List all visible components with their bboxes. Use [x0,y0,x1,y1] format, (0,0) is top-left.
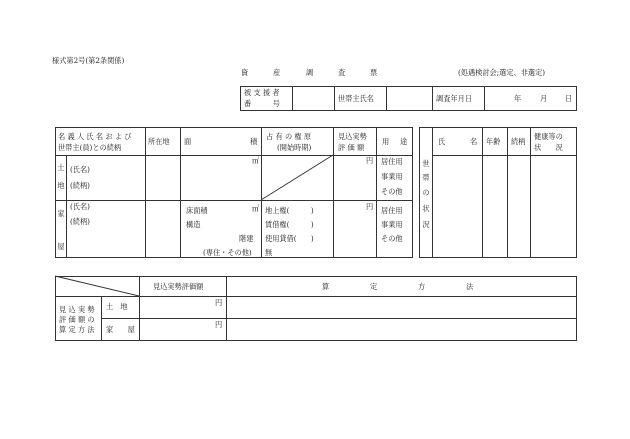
applicant-no-label-1: 被 支 援 者 [244,88,280,97]
household-side-3: の [422,188,430,197]
method-header-diagonal [55,276,139,296]
house-owner-name: (氏名) [70,202,90,211]
land-label-1: 土 [57,163,65,172]
form-number: 様式第2号(第2条関係) [52,56,125,65]
house-owner-relation: (続柄) [70,217,90,226]
land-use-business: 事業用 [381,172,403,181]
method-house-yen: 円 [215,320,223,329]
method-header-4: 法 [466,282,474,291]
household-side-5: 況 [422,220,430,229]
floors-label: 階建 [239,234,254,243]
col-area-header-1: 面 [184,137,192,146]
col-member-name-2: 名 [470,137,478,146]
month-label: 月 [540,94,548,103]
floor-area-label: 床面積 [186,206,208,215]
header-info-table [240,86,577,111]
household-side-1: 世 [422,159,430,168]
house-yen-unit: 円 [366,202,374,211]
col-member-name-1: 氏 [438,137,446,146]
col-health-2: 状 況 [534,143,563,152]
exclusive-use-label: (専住・その他) [203,248,252,257]
col-rights-header-2: (開始時期) [277,143,312,152]
structure-label: 構造 [186,220,201,229]
house-use-residential: 居住用 [381,206,403,215]
status-note: (処遇検討会;選定、非選定) [458,68,546,77]
method-header-1: 算 [322,282,330,291]
title-char-4: 査 [338,68,346,77]
col-area-header-2: 積 [250,137,258,146]
rights-lease: 賃借権( ) [265,220,314,229]
land-sqm-unit: ㎡ [252,156,260,165]
rights-none: 無 [265,248,273,257]
rights-superficies: 地上権( ) [265,206,314,215]
house-use-business: 事業用 [381,220,403,229]
survey-date-label: 調査年月日 [436,94,472,103]
day-label: 日 [565,94,573,103]
col-use-header-2: 途 [400,137,408,146]
col-name-header-2: 世帯主(員)との続柄 [58,143,122,152]
land-yen-unit: 円 [366,156,374,165]
row-label-1: 見 込 実 勢 [59,305,95,314]
title-char-5: 票 [370,68,378,77]
row-label-2: 評 価 額 の [59,315,95,324]
land-use-residential: 居住用 [381,157,403,166]
col-estimated-value: 見込実勢評価額 [153,282,204,291]
col-rights-header-1: 占 有 の 権 原 [266,132,312,141]
house-use-other: その他 [381,234,403,243]
land-owner-name: (氏名) [70,165,90,174]
method-house-label: 家 屋 [106,325,135,334]
col-use-header-1: 用 [382,137,390,146]
col-name-header-1: 名 義 人 氏 名 お よ び [58,132,132,141]
method-header-2: 定 [370,282,378,291]
title-char-1: 資 [241,68,249,77]
method-land-yen: 円 [215,298,223,307]
land-label-2: 地 [57,181,65,190]
col-member-age: 年齢 [486,137,501,146]
house-label-1: 家 [57,209,65,218]
title-char-3: 調 [306,68,314,77]
year-label: 年 [514,94,522,103]
col-value-header-1: 見込実勢 [338,132,367,141]
householder-name-label: 世帯主氏名 [338,94,374,103]
rights-loan: 使用貸借( ) [265,234,314,243]
col-location-header: 所在地 [148,137,170,146]
house-label-2: 屋 [57,242,65,251]
col-value-header-2: 評 価 額 [338,143,365,152]
method-header-3: 方 [418,282,426,291]
house-sqm-unit: ㎡ [252,204,260,213]
land-rights-diagonal [261,155,333,200]
title-char-2: 産 [273,68,281,77]
col-health-1: 健康等の [534,132,563,141]
land-owner-relation: (続柄) [70,181,90,190]
col-member-relation: 続柄 [511,137,526,146]
household-side-2: 帯 [422,173,430,182]
method-land-label: 土 地 [106,302,128,311]
household-side-4: 状 [422,204,430,213]
row-label-3: 算 定 方 法 [59,325,95,334]
land-use-other: その他 [381,187,403,196]
applicant-no-label-2: 番 号 [244,99,280,108]
